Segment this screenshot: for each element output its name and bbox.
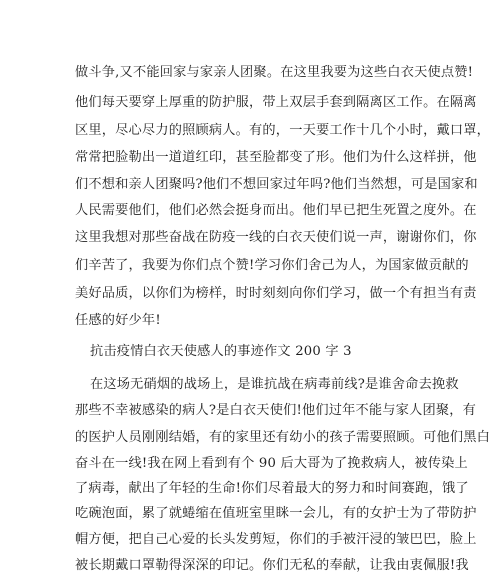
paragraph-line: 在这场无硝烟的战场上，是谁抗战在病毒前线?是谁舍命去挽救 <box>90 377 459 392</box>
paragraph-line: 们辛苦了，我要为你们点个赞!学习你们舍己为人，为国家做贡献的 <box>75 258 469 273</box>
paragraph-line: 帽方便，把自己心爱的长头发剪短，你们的手被汗浸的皱巴巴，脸上 <box>75 532 477 547</box>
paragraph-line: 常常把脸勒出一道道红印，甚至脸都变了形。他们为什么这样拼，他 <box>75 150 477 165</box>
paragraph-line: 任感的好少年! <box>75 313 161 328</box>
paragraph-line: 做斗争,又不能回家与家亲人团聚。在这里我要为这些白衣天使点赞! <box>75 65 474 80</box>
paragraph-line: 这里我想对那些奋战在防疫一线的白衣天使们说一声，谢谢你们，你 <box>75 230 477 245</box>
paragraph-line: 区里，尽心尽力的照顾病人。有的，一天要工作十几个小时，戴口罩， <box>75 123 491 138</box>
section-heading: 抗击疫情白衣天使感人的事迹作文 200 字 3 <box>90 344 352 359</box>
paragraph-line: 他们每天要穿上厚重的防护服，带上双层手套到隔离区工作。在隔离 <box>75 95 477 110</box>
paragraph-line: 的医护人员刚刚结婚，有的家里还有幼小的孩子需要照顾。可他们黑白 <box>75 430 491 445</box>
paragraph-line: 美好品质，以你们为榜样，时时刻刻向你们学习，做一个有担当有责 <box>75 286 477 301</box>
paragraph-line: 那些不幸被感染的病人?是白衣天使们!他们过年不能与家人团聚，有 <box>75 403 477 418</box>
paragraph-line: 被长期戴口罩勒得深深的印记。你们无私的奉献，让我由衷佩服!我 <box>75 558 469 573</box>
paragraph-line: 了病毒，献出了年轻的生命!你们尽着最大的努力和时间赛跑，饿了 <box>75 481 469 496</box>
paragraph-line: 吃碗泡面，累了就蜷缩在值班室里眯一会儿，有的女护士为了带防护 <box>75 506 477 521</box>
paragraph-line: 们不想和亲人团聚吗?他们不想回家过年吗?他们当然想，可是国家和 <box>75 177 478 192</box>
paragraph-line: 奋斗在一线!我在网上看到有个 90 后大哥为了挽救病人，被传染上 <box>75 456 468 471</box>
paragraph-line: 人民需要他们，他们必然会挺身而出。他们早已把生死置之度外。在 <box>75 203 477 218</box>
